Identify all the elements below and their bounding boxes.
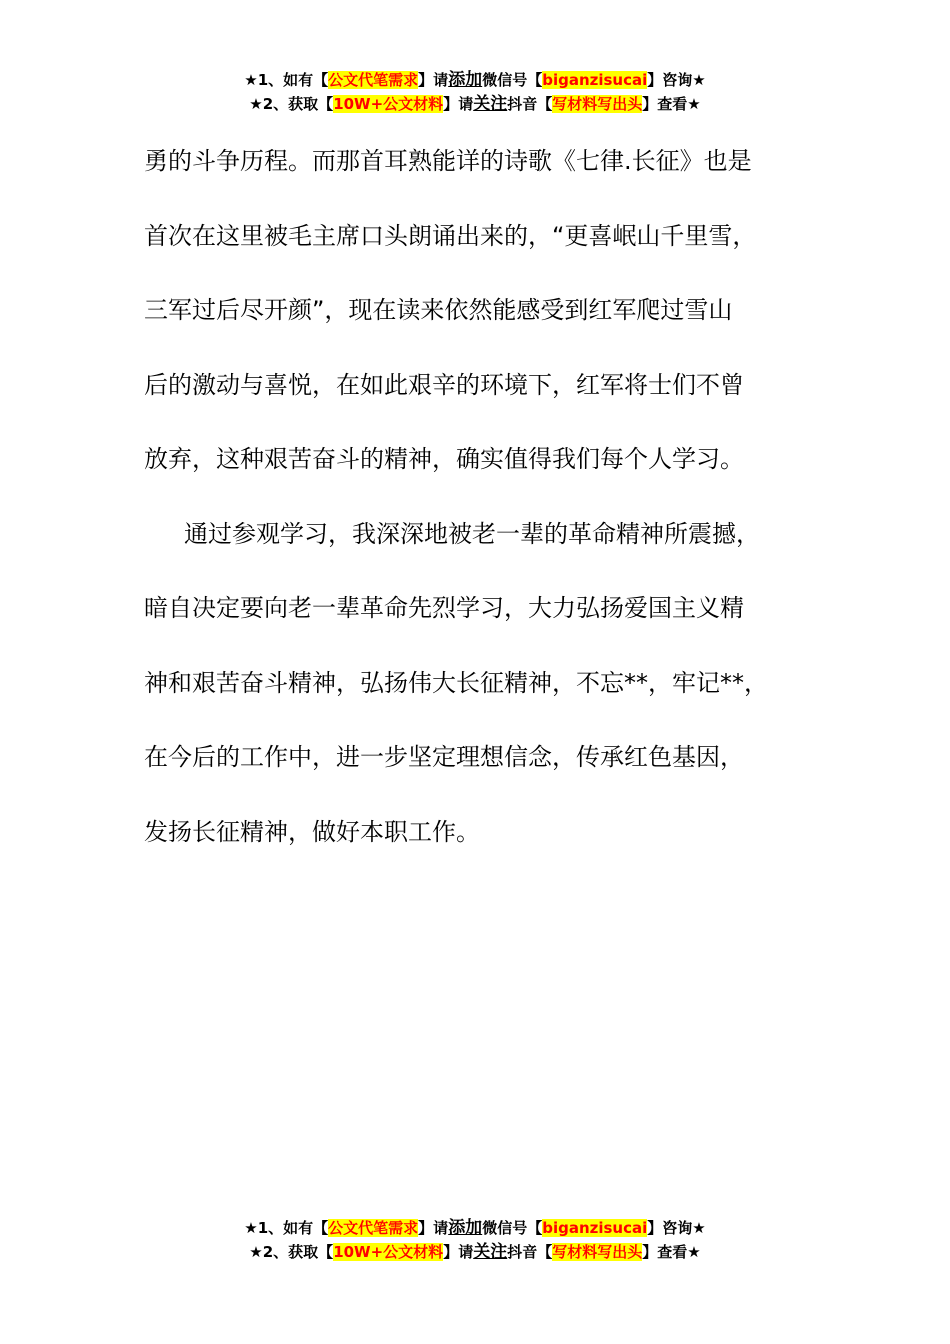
text-line: 发扬长征精神，做好本职工作。 xyxy=(144,817,480,846)
banner-text: 】查看★ xyxy=(642,95,701,113)
paragraph-2 xyxy=(144,497,814,870)
banner-text: 】咨询★ xyxy=(647,1219,706,1237)
banner-text: 】请 xyxy=(418,71,449,89)
banner-douyin-id: 写材料写出头 xyxy=(552,95,643,113)
banner-line-2 xyxy=(0,92,950,116)
banner-highlight: 公文代笔需求 xyxy=(328,71,419,89)
banner-wechat-id: biganzisucai xyxy=(542,1219,648,1237)
banner-underlined: 添加 xyxy=(448,1218,483,1238)
banner-text: 微信号【 xyxy=(482,1219,543,1237)
banner-underlined: 关注 xyxy=(473,94,508,114)
banner-line-1 xyxy=(0,1216,950,1240)
banner-text: ★1、如有【 xyxy=(244,71,329,89)
text-line: 暗自决定要向老一辈革命先烈学习，大力弘扬爱国主义精 xyxy=(144,594,744,622)
text-line: 勇的斗争历程。而那首耳熟能详的诗歌《七律.长征》也是 xyxy=(144,147,752,175)
banner-highlight: 10W+公文材料 xyxy=(333,1243,444,1261)
text-line: 后的激动与喜悦，在如此艰辛的环境下，红军将士们不曾 xyxy=(144,370,744,399)
text-line: 三军过后尽开颜”，现在读来依然能感受到红军爬过雪山 xyxy=(144,296,733,324)
text-line: 首次在这里被毛主席口头朗诵出来的，“更喜岷山千里雪， xyxy=(144,221,757,250)
banner-text: 】请 xyxy=(443,1243,474,1261)
header-banner xyxy=(0,68,950,116)
text-line: 在今后的工作中，进一步坚定理想信念，传承红色基因， xyxy=(144,743,744,771)
document-body xyxy=(144,124,814,869)
banner-text: ★2、获取【 xyxy=(249,1243,334,1261)
paragraph-1 xyxy=(144,124,814,497)
banner-text: 】请 xyxy=(418,1219,449,1237)
footer-banner xyxy=(0,1216,950,1264)
banner-wechat-id: biganzisucai xyxy=(542,71,648,89)
banner-highlight: 公文代笔需求 xyxy=(328,1219,419,1237)
banner-text: ★1、如有【 xyxy=(244,1219,329,1237)
banner-text: 抖音【 xyxy=(507,1243,553,1261)
banner-text: 】请 xyxy=(443,95,474,113)
banner-text: 微信号【 xyxy=(482,71,543,89)
banner-text: 】咨询★ xyxy=(647,71,706,89)
text-line: 神和艰苦奋斗精神，弘扬伟大长征精神，不忘**，牢记**， xyxy=(144,668,768,697)
banner-underlined: 添加 xyxy=(448,70,483,90)
banner-douyin-id: 写材料写出头 xyxy=(552,1243,643,1261)
banner-line-2 xyxy=(0,1240,950,1264)
text-line: 通过参观学习，我深深地被老一辈的革命精神所震撼， xyxy=(184,519,760,548)
banner-text: ★2、获取【 xyxy=(249,95,334,113)
banner-text: 】查看★ xyxy=(642,1243,701,1261)
text-line: 放弃，这种艰苦奋斗的精神，确实值得我们每个人学习。 xyxy=(144,445,744,473)
banner-line-1 xyxy=(0,68,950,92)
banner-underlined: 关注 xyxy=(473,1242,508,1262)
banner-highlight: 10W+公文材料 xyxy=(333,95,444,113)
banner-text: 抖音【 xyxy=(507,95,553,113)
